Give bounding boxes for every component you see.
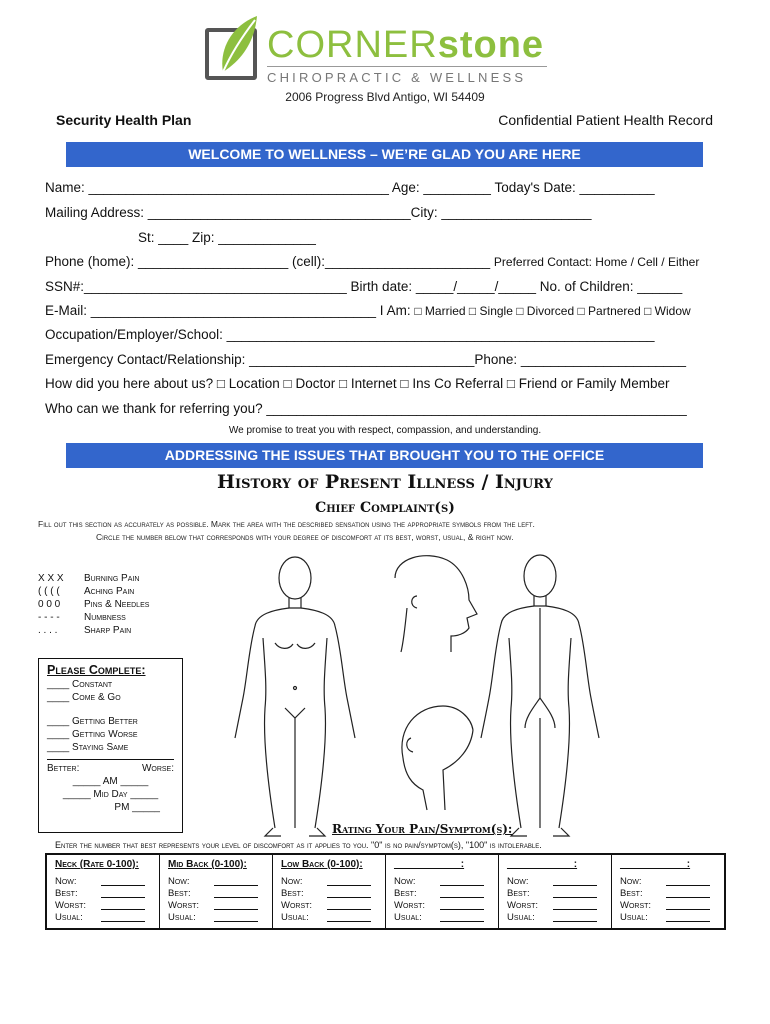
rating-column-custom-3 — [612, 855, 724, 928]
chief-complaint-subtitle: Chief Complaint(s) — [315, 500, 455, 516]
rating-worst-field[interactable]: Worst: — [394, 900, 498, 912]
body-diagram[interactable] — [185, 548, 755, 840]
rating-worst-field[interactable]: Worst: — [507, 900, 611, 912]
side-head-figure — [395, 556, 477, 652]
midday-field[interactable]: _____ Mid Day _____ — [62, 789, 159, 800]
name-age-date-field[interactable]: Name: ________________________________________ Age: _________ Today's Date: __________ — [45, 180, 655, 195]
rating-column-header: Low Back (0-100): — [281, 859, 363, 870]
rating-now-field[interactable]: Now: — [620, 876, 724, 888]
legend-label: Burning Pain — [84, 573, 140, 584]
mailing-address-field[interactable]: Mailing Address: ___________________________________City: ____________________ — [45, 205, 592, 220]
promise-statement: We promise to treat you with respect, compassion, and understanding. — [228, 425, 542, 436]
legend-label: Aching Pain — [84, 586, 135, 597]
logo-tagline: CHIROPRACTIC & WELLNESS — [267, 70, 527, 85]
logo-divider — [267, 66, 547, 67]
instruction-line-1: Fill out this section as accurately as possible. Mark the area with the described sensation using the appropriate symbols from the left. — [38, 519, 535, 529]
rating-column-low-back — [273, 855, 386, 928]
rating-usual-field[interactable]: Usual: — [620, 912, 724, 924]
rating-instructions: Enter the number that best represents your level of discomfort as it applies to you. "0" is no pain/symptom(s), "100" is intolerable. — [55, 840, 542, 850]
legend-symbol: - - - - — [38, 612, 60, 623]
rating-worst-field[interactable]: Worst: — [55, 900, 159, 912]
rating-usual-field[interactable]: Usual: — [281, 912, 385, 924]
state-zip-field[interactable]: St: ____ Zip: _____________ — [138, 230, 316, 245]
rating-column-neck — [47, 855, 160, 928]
worse-label: Worse: — [141, 763, 174, 774]
please-complete-title: Please Complete: — [47, 663, 146, 677]
rating-column-header[interactable]: ____________: — [394, 859, 465, 870]
rating-now-field[interactable]: Now: — [168, 876, 272, 888]
better-label: Better: — [47, 763, 80, 774]
referral-source-checkboxes[interactable]: How did you here about us? □ Location □ Doctor □ Internet □ Ins Co Referral □ Friend or Family Member — [45, 376, 670, 391]
welcome-banner: WELCOME TO WELLNESS – WE’RE GLAD YOU ARE HERE — [66, 142, 703, 167]
legend-item — [38, 612, 149, 625]
rating-column-custom-1 — [386, 855, 499, 928]
email-marital-field — [45, 303, 691, 318]
instruction-line-2: Circle the number below that corresponds with your degree of discomfort at its best, worst, usual, & right now. — [96, 532, 514, 542]
constant-option[interactable]: ____ Constant — [47, 679, 113, 690]
front-body-figure — [235, 557, 355, 836]
legend-label: Numbness — [84, 612, 126, 623]
marital-status-checkboxes[interactable]: □ Married □ Single □ Divorced □ Partnered □ Widow — [414, 304, 691, 318]
phone-inputs[interactable]: Phone (home): ____________________ (cell):______________________ — [45, 254, 491, 269]
legend-symbol: ( ( ( ( — [38, 586, 60, 597]
emergency-contact-field[interactable]: Emergency Contact/Relationship: ______________________________Phone: ______________________ — [45, 352, 687, 367]
legend-label: Pins & Needles — [84, 599, 150, 610]
symbol-legend — [38, 573, 149, 638]
legend-symbol: X X X — [38, 573, 64, 584]
record-title: Confidential Patient Health Record — [498, 112, 713, 128]
rating-now-field[interactable]: Now: — [55, 876, 159, 888]
rating-best-field[interactable]: Best: — [394, 888, 498, 900]
am-field[interactable]: _____ AM _____ — [72, 776, 149, 787]
history-title: History of Present Illness / Injury — [217, 471, 553, 493]
rating-best-field[interactable]: Best: — [620, 888, 724, 900]
rating-best-field[interactable]: Best: — [507, 888, 611, 900]
logo-wordmark: CORNERstone — [267, 24, 545, 66]
health-plan-label: Security Health Plan — [56, 112, 192, 128]
referrer-name-field[interactable]: Who can we thank for referring you? ________________________________________________________ — [45, 401, 687, 416]
rating-usual-field[interactable]: Usual: — [394, 912, 498, 924]
occupation-field[interactable]: Occupation/Employer/School: _________________________________________________________ — [45, 327, 655, 342]
please-complete-box — [38, 658, 183, 833]
rating-column-mid-back — [160, 855, 273, 928]
rating-best-field[interactable]: Best: — [168, 888, 272, 900]
legend-label: Sharp Pain — [84, 625, 132, 636]
come-go-option[interactable]: ____ Come & Go — [47, 692, 121, 703]
ssn-birthdate-children-field[interactable]: SSN#:___________________________________ Birth date: _____/_____/_____ No. of Children: ______ — [45, 279, 683, 294]
pm-field[interactable]: PM _____ — [114, 802, 160, 813]
getting-worse-option[interactable]: ____ Getting Worse — [47, 729, 138, 740]
rating-usual-field[interactable]: Usual: — [168, 912, 272, 924]
rating-worst-field[interactable]: Worst: — [620, 900, 724, 912]
rating-best-field[interactable]: Best: — [55, 888, 159, 900]
rating-now-field[interactable]: Now: — [281, 876, 385, 888]
rating-usual-field[interactable]: Usual: — [507, 912, 611, 924]
front-head-figure — [402, 706, 473, 810]
rating-best-field[interactable]: Best: — [281, 888, 385, 900]
rating-worst-field[interactable]: Worst: — [281, 900, 385, 912]
rating-column-header[interactable]: ____________: — [620, 859, 691, 870]
clinic-logo — [205, 14, 555, 84]
rating-usual-field[interactable]: Usual: — [55, 912, 159, 924]
rating-column-header[interactable]: ____________: — [507, 859, 578, 870]
better-worse-header — [47, 763, 174, 776]
rating-now-field[interactable]: Now: — [507, 876, 611, 888]
email-field[interactable]: E-Mail: ______________________________________ I Am: — [45, 303, 411, 318]
back-body-figure — [481, 555, 599, 836]
rating-table — [45, 853, 726, 930]
rating-column-header: Mid Back (0-100): — [168, 859, 247, 870]
issues-banner: ADDRESSING THE ISSUES THAT BROUGHT YOU TO THE OFFICE — [66, 443, 703, 468]
legend-item — [38, 573, 149, 586]
legend-item — [38, 599, 149, 612]
legend-item — [38, 625, 149, 638]
phone-field — [45, 254, 699, 269]
rating-worst-field[interactable]: Worst: — [168, 900, 272, 912]
legend-item — [38, 586, 149, 599]
rating-column-header: Neck (Rate 0-100): — [55, 859, 139, 870]
clinic-address: 2006 Progress Blvd Antigo, WI 54409 — [285, 90, 485, 104]
rating-title: Rating Your Pain/Symptom(s): — [332, 822, 513, 836]
rating-column-custom-2 — [499, 855, 612, 928]
rating-now-field[interactable]: Now: — [394, 876, 498, 888]
preferred-contact-option[interactable]: Preferred Contact: Home / Cell / Either — [493, 255, 700, 269]
leaf-logo-icon — [205, 28, 257, 80]
staying-same-option[interactable]: ____ Staying Same — [47, 742, 129, 753]
getting-better-option[interactable]: ____ Getting Better — [47, 716, 138, 727]
legend-symbol: 0 0 0 — [38, 599, 61, 610]
legend-symbol: . . . . — [38, 625, 58, 636]
